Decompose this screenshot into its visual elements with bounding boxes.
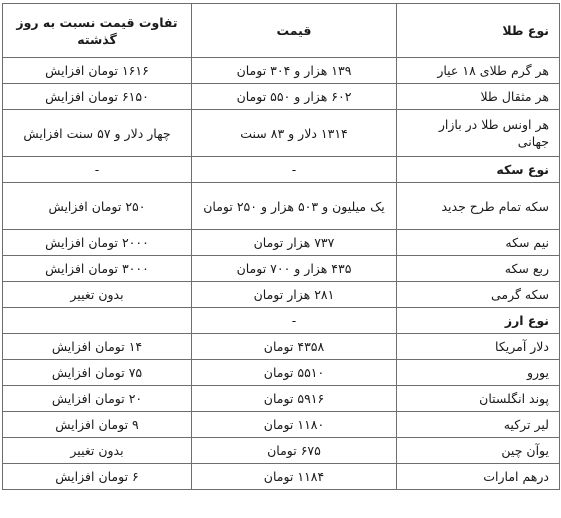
cell-type: یوآن چین bbox=[397, 438, 560, 464]
cell-price: ۱۱۸۰ تومان bbox=[192, 412, 397, 438]
table-row bbox=[3, 58, 560, 84]
cell-diff bbox=[3, 308, 192, 334]
cell-price: ۷۳۷ هزار تومان bbox=[192, 230, 397, 256]
cell-diff: ۶ تومان افزایش bbox=[3, 464, 192, 490]
cell-diff: ۲۵۰ تومان افزایش bbox=[3, 183, 192, 230]
cell-price: ۵۵۱۰ تومان bbox=[192, 360, 397, 386]
cell-type: هر گرم طلای ۱۸ عیار bbox=[397, 58, 560, 84]
cell-diff: ۱۴ تومان افزایش bbox=[3, 334, 192, 360]
price-table bbox=[2, 3, 560, 490]
cell-price: یک میلیون و ۵۰۳ هزار و ۲۵۰ تومان bbox=[192, 183, 397, 230]
table-row bbox=[3, 412, 560, 438]
cell-type: نوع ارز bbox=[397, 308, 560, 334]
cell-price: - bbox=[192, 308, 397, 334]
header-diff: تفاوت قیمت نسبت به روز گذشته bbox=[3, 4, 192, 58]
cell-price: ۴۳۵ هزار و ۷۰۰ تومان bbox=[192, 256, 397, 282]
cell-type: هر اونس طلا در بازار جهانی bbox=[397, 110, 560, 157]
cell-diff: ۷۵ تومان افزایش bbox=[3, 360, 192, 386]
table-row bbox=[3, 84, 560, 110]
cell-price: ۵۹۱۶ تومان bbox=[192, 386, 397, 412]
table-header bbox=[3, 4, 560, 58]
cell-diff: - bbox=[3, 157, 192, 183]
header-price: قیمت bbox=[192, 4, 397, 58]
cell-diff: ۶۱۵۰ تومان افزایش bbox=[3, 84, 192, 110]
header-row bbox=[3, 4, 560, 58]
table-row bbox=[3, 110, 560, 157]
table-row bbox=[3, 256, 560, 282]
table-body bbox=[3, 58, 560, 490]
cell-price: ۱۳۱۴ دلار و ۸۳ سنت bbox=[192, 110, 397, 157]
cell-diff: بدون تغییر bbox=[3, 282, 192, 308]
cell-diff: ۱۶۱۶ تومان افزایش bbox=[3, 58, 192, 84]
section-row bbox=[3, 308, 560, 334]
table-row bbox=[3, 282, 560, 308]
table-row bbox=[3, 386, 560, 412]
cell-price: ۲۸۱ هزار تومان bbox=[192, 282, 397, 308]
cell-diff: ۹ تومان افزایش bbox=[3, 412, 192, 438]
table-row bbox=[3, 464, 560, 490]
cell-diff: ۲۰۰۰ تومان افزایش bbox=[3, 230, 192, 256]
cell-type: نوع سکه bbox=[397, 157, 560, 183]
cell-price: ۴۳۵۸ تومان bbox=[192, 334, 397, 360]
cell-type: هر مثقال طلا bbox=[397, 84, 560, 110]
table-row bbox=[3, 438, 560, 464]
cell-diff: بدون تغییر bbox=[3, 438, 192, 464]
table-row bbox=[3, 360, 560, 386]
cell-type: دلار آمریکا bbox=[397, 334, 560, 360]
cell-type: پوند انگلستان bbox=[397, 386, 560, 412]
table-row bbox=[3, 230, 560, 256]
cell-type: سکه گرمی bbox=[397, 282, 560, 308]
cell-diff: چهار دلار و ۵۷ سنت افزایش bbox=[3, 110, 192, 157]
section-row bbox=[3, 157, 560, 183]
cell-price: - bbox=[192, 157, 397, 183]
header-type: نوع طلا bbox=[397, 4, 560, 58]
cell-type: درهم امارات bbox=[397, 464, 560, 490]
cell-price: ۶۷۵ تومان bbox=[192, 438, 397, 464]
table-row bbox=[3, 334, 560, 360]
cell-price: ۱۳۹ هزار و ۳۰۴ تومان bbox=[192, 58, 397, 84]
cell-diff: ۳۰۰۰ تومان افزایش bbox=[3, 256, 192, 282]
cell-price: ۶۰۲ هزار و ۵۵۰ تومان bbox=[192, 84, 397, 110]
cell-type: سکه تمام طرح جدید bbox=[397, 183, 560, 230]
table-row bbox=[3, 183, 560, 230]
cell-type: یورو bbox=[397, 360, 560, 386]
cell-type: ربع سکه bbox=[397, 256, 560, 282]
cell-price: ۱۱۸۴ تومان bbox=[192, 464, 397, 490]
cell-type: لیر ترکیه bbox=[397, 412, 560, 438]
cell-diff: ۲۰ تومان افزایش bbox=[3, 386, 192, 412]
cell-type: نیم سکه bbox=[397, 230, 560, 256]
